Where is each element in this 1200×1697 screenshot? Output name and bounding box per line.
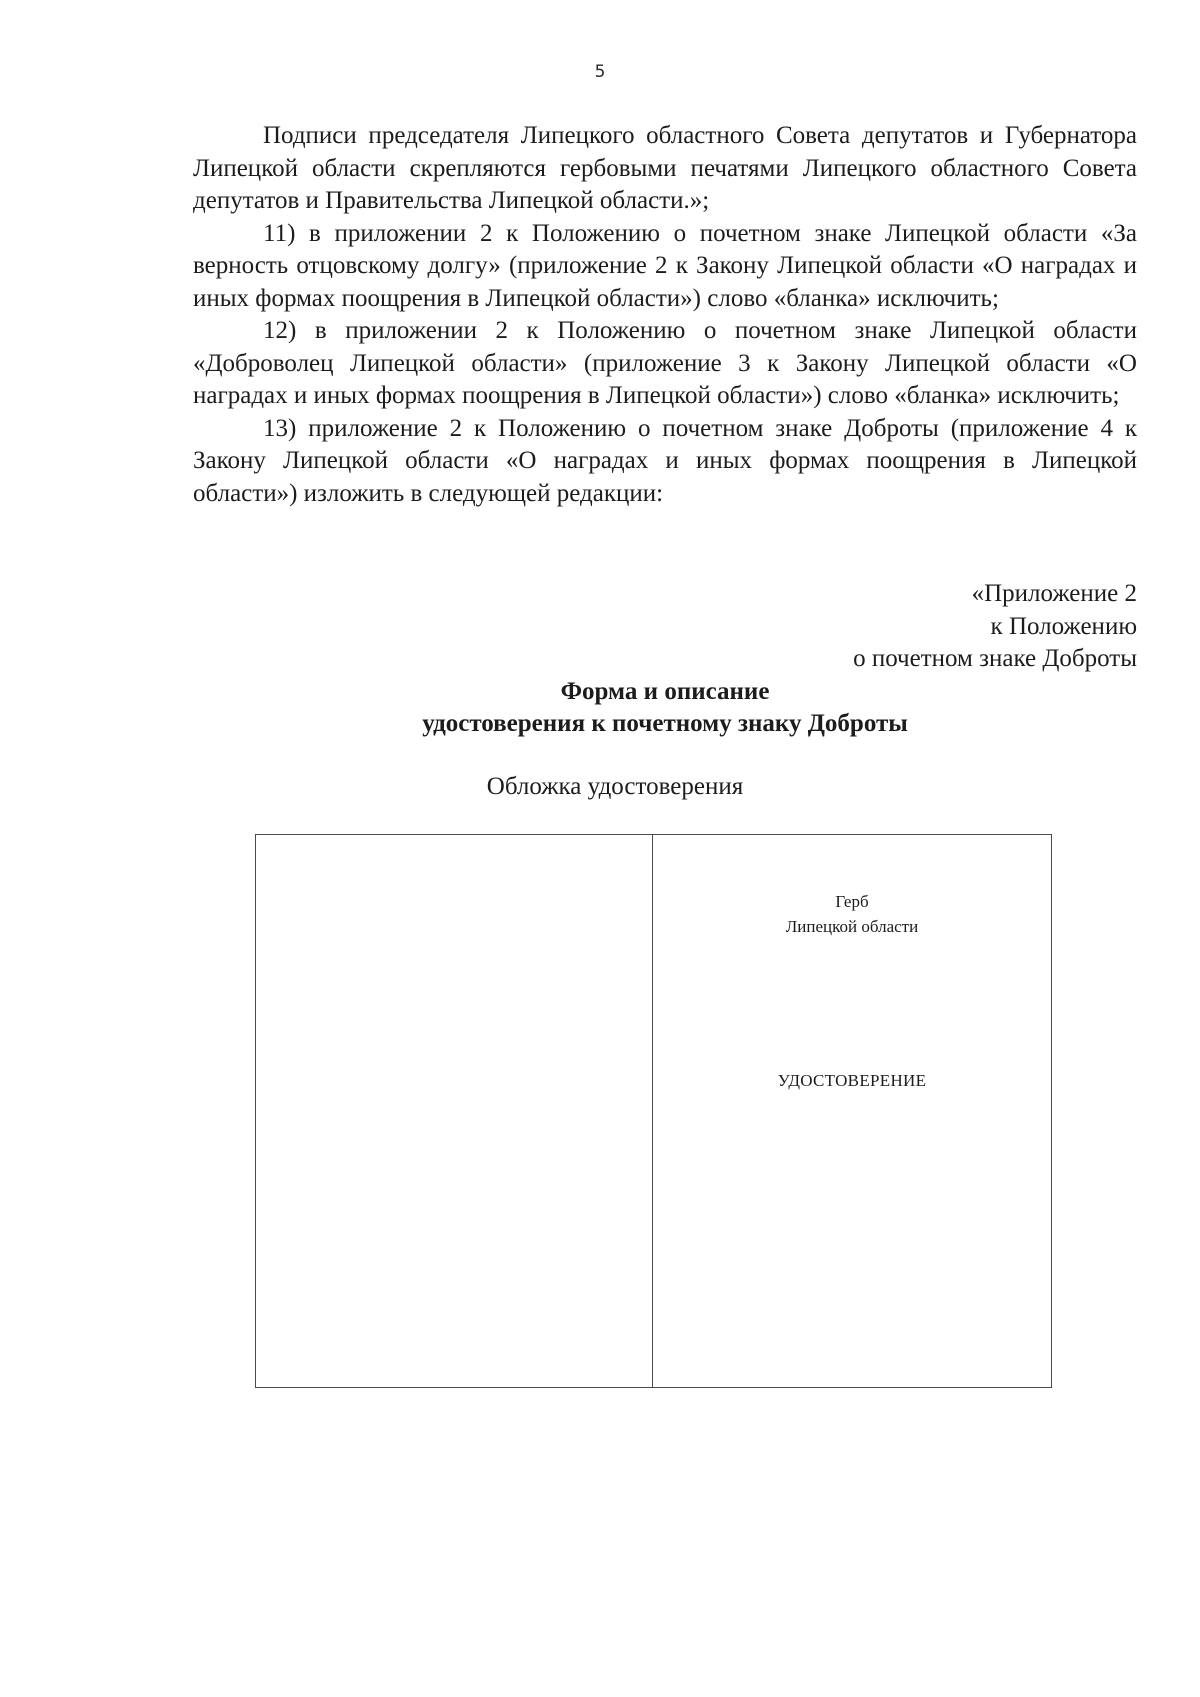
emblem-label-line: Герб: [835, 892, 869, 911]
certificate-label: УДОСТОВЕРЕНИЕ: [777, 1071, 927, 1090]
form-title-line: удостоверения к почетному знаку Доброты: [422, 710, 908, 737]
certificate-cover-frame: [255, 834, 1052, 1388]
cover-caption: Обложка удостоверения: [486, 773, 744, 800]
paragraph-item-12: 12) в приложении 2 к Положению о почетном знаке Липецкой области «Доброволец Липецкой области» (приложение 3 к Закону Липецкой области «О наградах и иных формах поощрения в Липецкой области») слово «бланка» исключить;: [193, 317, 1137, 409]
cover-right-panel: [653, 835, 1051, 1387]
appendix-ref-line: «Приложение 2: [971, 580, 1137, 607]
paragraph-item-13: 13) приложение 2 к Положению о почетном знаке Доброты (приложение 4 к Закону Липецкой области «О наградах и иных формах поощрения в Липецкой области») изложить в следующей редакции:: [193, 414, 1137, 507]
form-title-line: Форма и описание: [560, 678, 770, 705]
appendix-ref-line: к Положению: [990, 612, 1137, 640]
emblem-label-line: Липецкой области: [785, 917, 919, 936]
appendix-reference: [853, 578, 1137, 676]
paragraph-item-11: 11) в приложении 2 к Положению о почетном знаке Липецкой области «За верность отцовскому долгу» (приложение 2 к Закону Липецкой области «О наградах и иных формах поощрения в Липецкой области») слово «бланка» исключить;: [193, 219, 1137, 312]
body-text: [193, 120, 1137, 510]
cover-left-panel: [256, 835, 653, 1387]
paragraph-signatures: Подписи председателя Липецкого областного Совета депутатов и Губернатора Липецкой области скрепляются гербовыми печатями Липецкого областного Совета депутатов и Правительства Липецкой области.»;: [193, 122, 1137, 214]
page-number: 5: [594, 62, 606, 82]
form-title: [0, 676, 1200, 740]
appendix-ref-line: о почетном знаке Доброты: [853, 645, 1137, 672]
emblem-placeholder-label: [653, 889, 1051, 939]
